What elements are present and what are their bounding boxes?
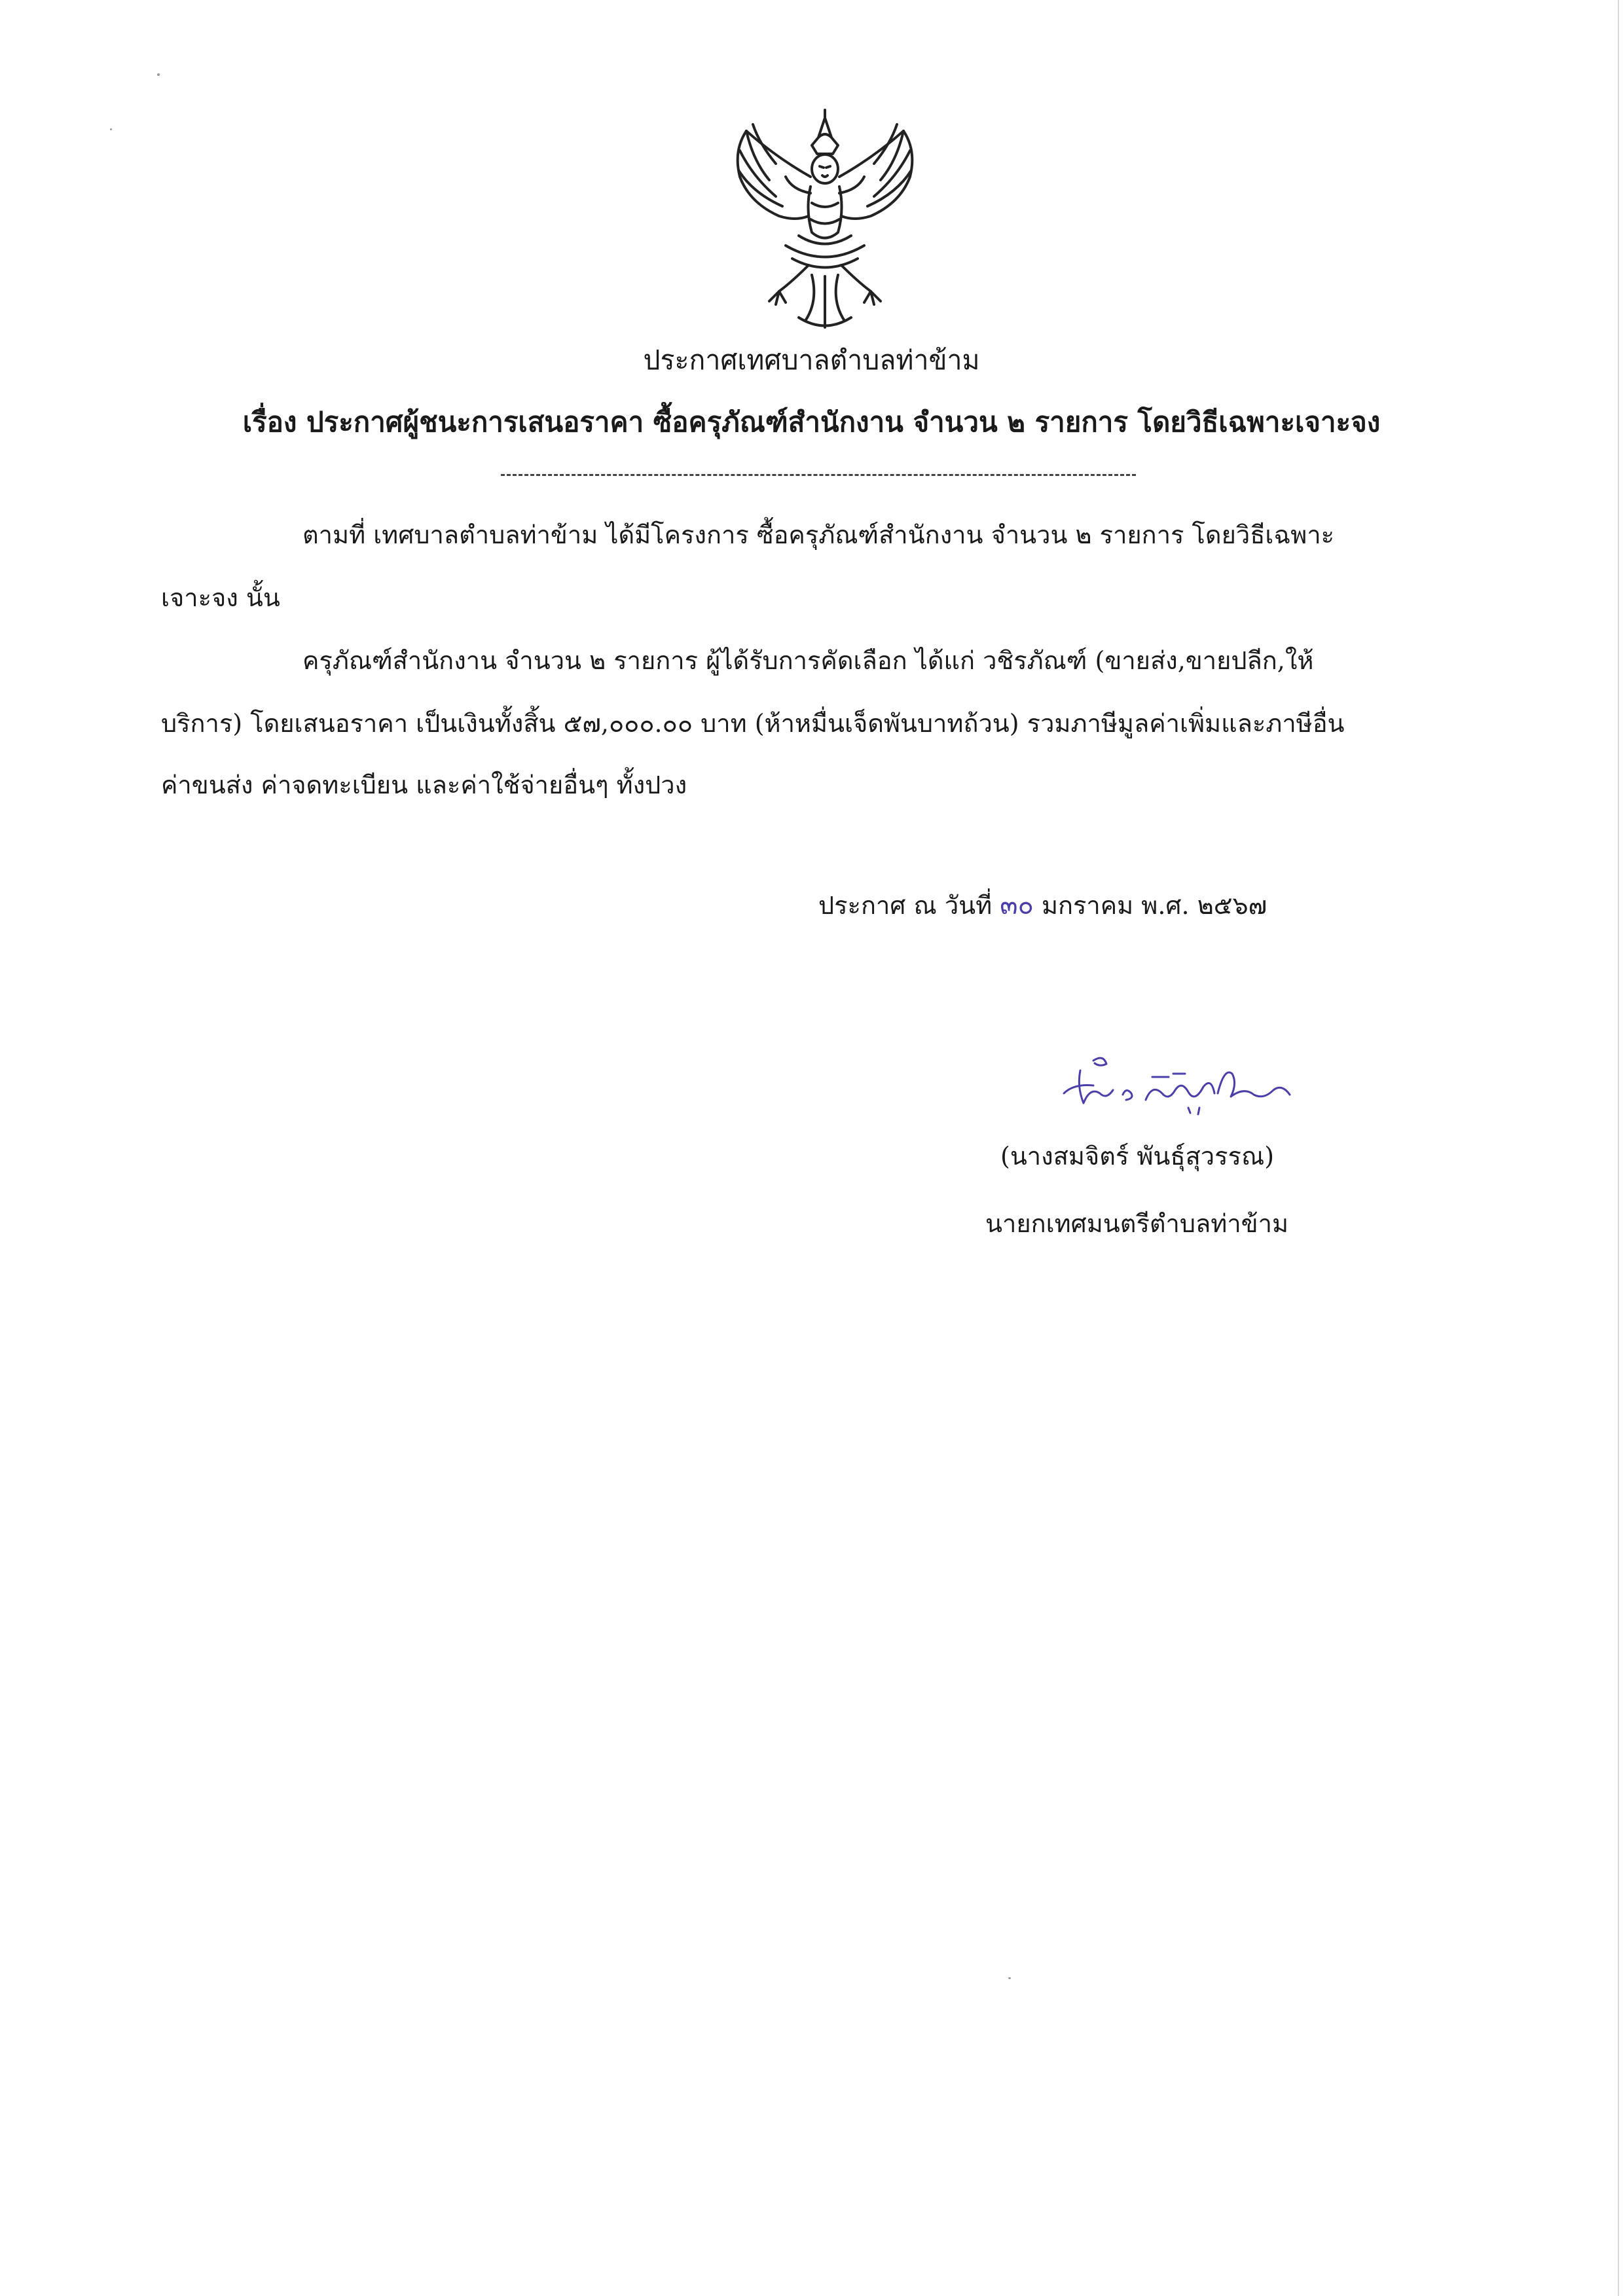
scan-speck [1008,1977,1011,1979]
scan-speck [157,73,160,76]
paragraph-1-line-2: เจาะจง นั้น [161,583,280,612]
paragraph-1-line-1: ตามที่ เทศบาลตำบลท่าข้าม ได้มีโครงการ ซื้อครุภัณฑ์สำนักงาน จำนวน ๒ รายการ โดยวิธีเฉพาะ [302,520,1335,549]
divider [501,474,1136,476]
date-day-handwritten: ๓๐ [1000,890,1034,920]
paragraph-2-line-1: ครุภัณฑ์สำนักงาน จำนวน ๒ รายการ ผู้ได้รับการคัดเลือก ได้แก่ วชิรภัณฑ์ (ขายส่ง,ขายปลีก,ให้ [302,646,1314,675]
signatory-name: (นางสมจิตร์ พันธุ์สุวรรณ) [1000,1142,1275,1171]
scan-speck [110,128,112,130]
signature-icon [1054,1048,1303,1120]
subject-heading: เรื่อง ประกาศผู้ชนะการเสนอราคา ซื้อครุภัณฑ์สำนักงาน จำนวน ๒ รายการ โดยวิธีเฉพาะเจาะจง [242,406,1381,438]
organization-title: ประกาศเทศบาลตำบลท่าข้าม [643,344,980,376]
date-month-year: มกราคม พ.ศ. ๒๕๖๗ [1041,891,1267,920]
garuda-emblem-icon [714,105,936,340]
date-prefix: ประกาศ ณ วันที่ [818,891,993,920]
paragraph-2-line-3: ค่าขนส่ง ค่าจดทะเบียน และค่าใช้จ่ายอื่นๆ ทั้งปวง [161,771,687,799]
paragraph-2-line-2: บริการ) โดยเสนอราคา เป็นเงินทั้งสิ้น ๕๗,๐๐๐.๐๐ บาท (ห้าหมื่นเจ็ดพันบาทถ้วน) รวมภาษีมูลค่าเพิ่มและภาษีอื่น [161,709,1345,738]
announcement-date [818,884,1267,926]
signatory-position: นายกเทศมนตรีตำบลท่าข้าม [985,1209,1289,1238]
